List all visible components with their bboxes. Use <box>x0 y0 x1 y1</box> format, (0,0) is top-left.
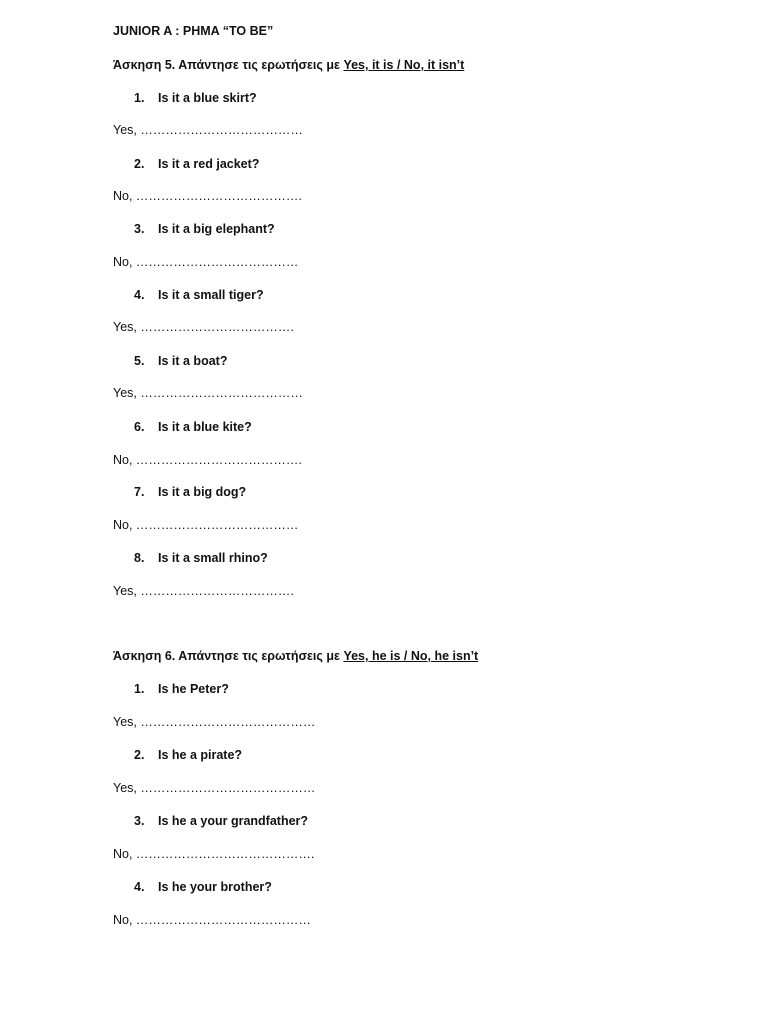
exercise-5-question-4: 4. Is it a small tiger? <box>134 288 264 302</box>
exercise-6-instruction: Άσκηση 6. Απάντησε τις ερωτήσεις με <box>113 649 340 663</box>
exercise-5-answer-2: No, …………………………………. <box>113 189 302 203</box>
exercise-5-question-3: 3. Is it a big elephant? <box>134 222 275 236</box>
exercise-5-answer-7: No, ………………………………… <box>113 518 299 532</box>
exercise-6-answer-pattern: Yes, he is / No, he isn’t <box>343 649 479 663</box>
exercise-5-answer-4: Yes, ………………………………. <box>113 320 294 334</box>
exercise-6-answer-1: Yes, …………………………………… <box>113 715 316 729</box>
exercise-5-answer-6: No, …………………………………. <box>113 453 302 467</box>
exercise-5-question-1: 1. Is it a blue skirt? <box>134 91 257 105</box>
exercise-6-question-1: 1. Is he Peter? <box>134 682 229 696</box>
exercise-5-answer-5: Yes, ………………………………… <box>113 386 303 400</box>
exercise-5-answer-3: No, ………………………………… <box>113 255 299 269</box>
exercise-6-question-4: 4. Is he your brother? <box>134 880 272 894</box>
exercise-6-question-2: 2. Is he a pirate? <box>134 748 243 762</box>
exercise-6-answer-3: No, ……………………………………. <box>113 847 315 861</box>
exercise-6-question-3: 3. Is he a your grandfather? <box>134 814 309 828</box>
exercise-5-question-6: 6. Is it a blue kite? <box>134 420 252 434</box>
exercise-6-answer-2: Yes, …………………………………… <box>113 781 316 795</box>
page-title: JUNIOR A : PHMA “TO BE” <box>113 24 274 38</box>
exercise-5-question-8: 8. Is it a small rhino? <box>134 551 268 565</box>
exercise-5-question-2: 2. Is it a red jacket? <box>134 157 260 171</box>
exercise-5-answer-8: Yes, ………………………………. <box>113 584 294 598</box>
exercise-6-heading <box>113 649 478 663</box>
exercise-5-question-7: 7. Is it a big dog? <box>134 485 247 499</box>
exercise-6-answer-4: No, …………………………………… <box>113 913 311 927</box>
exercise-5-answer-pattern: Yes, it is / No, it isn’t <box>343 58 465 72</box>
exercise-5-instruction: Άσκηση 5. Απάντησε τις ερωτήσεις με <box>113 58 340 72</box>
exercise-5-answer-1: Yes, ………………………………… <box>113 123 303 137</box>
exercise-5-question-5: 5. Is it a boat? <box>134 354 228 368</box>
exercise-5-heading <box>113 58 464 72</box>
